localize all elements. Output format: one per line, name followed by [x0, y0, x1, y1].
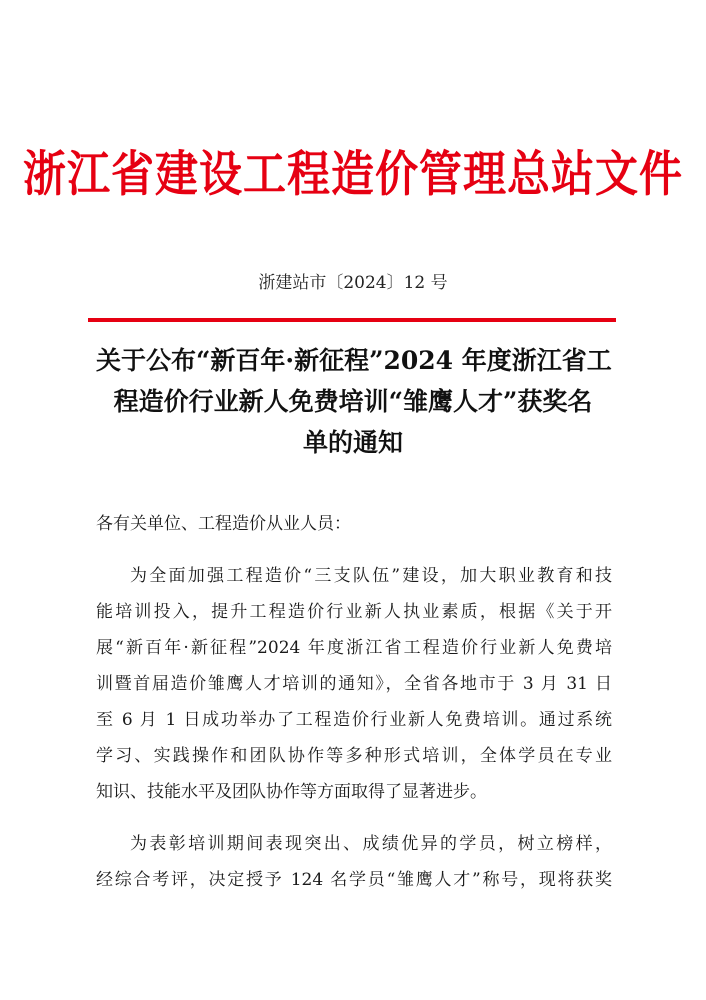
paragraph-2-line: 为表彰培训期间表现突出、成绩优异的学员，树立榜样， [130, 834, 612, 854]
paragraph-2 [96, 826, 612, 898]
title-line-1: 关于公布“新百年·新征程”2024 年度浙江省工 [96, 346, 612, 375]
paragraph-1 [96, 558, 612, 810]
red-divider-line [88, 318, 616, 322]
paragraph-1-line: 为全面加强工程造价“三支队伍”建设，加大职业教育和技 [130, 566, 612, 586]
paragraph-1-line: 至 6 月 1 日成功举办了工程造价行业新人免费培训。通过系统 [96, 710, 612, 730]
title-line-3: 单的通知 [302, 428, 403, 457]
paragraph-1-line: 训暨首届造价雏鹰人才培训的通知》，全省各地市于 3 月 31 日 [96, 674, 612, 694]
paragraph-1-line: 学习、实践操作和团队协作等多种形式培训，全体学员在专业 [96, 746, 612, 766]
paragraph-1-line: 能培训投入，提升工程造价行业新人执业素质，根据《关于开 [96, 602, 612, 622]
notice-title [96, 340, 610, 463]
document-number: 浙建站市〔2024〕12 号 [258, 273, 448, 293]
paragraph-2-line: 经综合考评，决定授予 124 名学员“雏鹰人才”称号，现将获奖 [96, 870, 612, 890]
title-line-2: 程造价行业新人免费培训“雏鹰人才”获奖名 [113, 387, 593, 416]
masthead-title: 浙江省建设工程造价管理总站文件 [23, 147, 683, 203]
paragraph-1-line: 知识、技能水平及团队协作等方面取得了显著进步。 [96, 782, 487, 802]
paragraph-1-line: 展“新百年·新征程”2024 年度浙江省工程造价行业新人免费培 [96, 638, 612, 658]
salutation: 各有关单位、工程造价从业人员： [96, 514, 351, 534]
body-text [96, 506, 612, 898]
